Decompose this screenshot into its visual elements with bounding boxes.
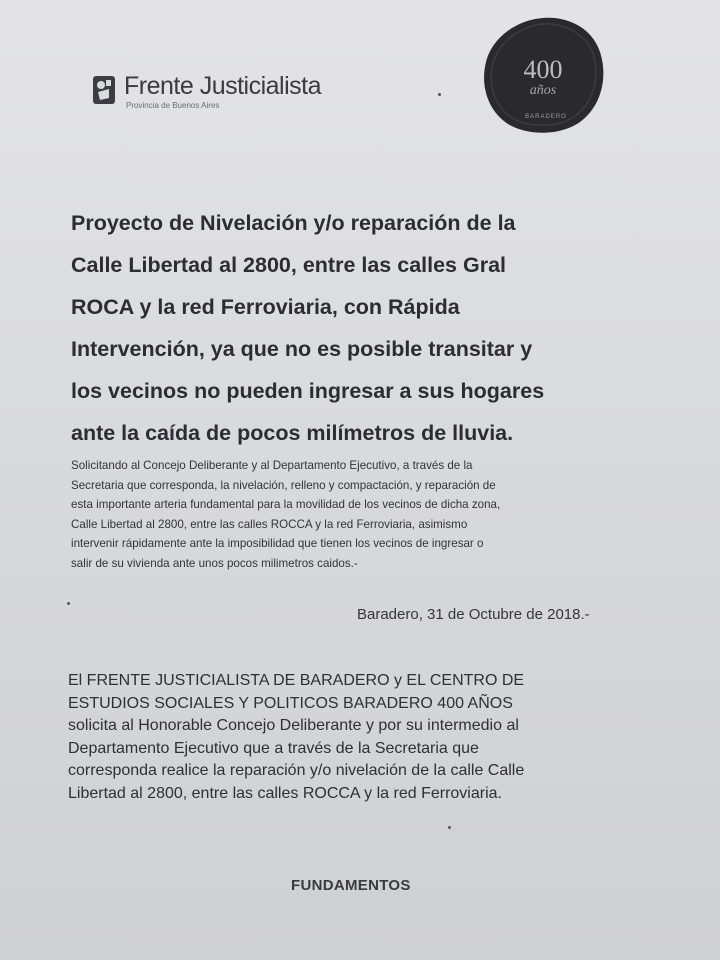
body-line: Libertad al 2800, entre las calles ROCCA y la red Ferroviaria.: [68, 784, 502, 802]
ink-speck: [448, 826, 451, 829]
body-line: solicita al Honorable Concejo Deliberante y por su intermedio al: [68, 717, 519, 735]
frente-justicialista-logo-icon: [92, 74, 116, 106]
title-line: ROCA y la red Ferroviaria, con Rápida: [71, 295, 460, 319]
seal-number: 400: [523, 55, 563, 84]
intro-line: salir de su vivienda ante unos pocos milimetros caidos.-: [71, 556, 358, 570]
intro-line: intervenir rápidamente ante la imposibilidad que tienen los vecinos de ingresar o: [71, 537, 484, 551]
body-line: corresponda realice la reparación y/o nivelación de la calle Calle: [68, 762, 525, 780]
intro-line: Solicitando al Concejo Deliberante y al Departamento Ejecutivo, a través de la: [71, 459, 473, 472]
body-line: ESTUDIOS SOCIALES Y POLITICOS BARADERO 400 AÑOS: [68, 694, 513, 712]
title-line: Proyecto de Nivelación y/o reparación de la: [71, 211, 516, 235]
title-line: ante la caída de pocos milímetros de lluvia.: [71, 421, 514, 445]
project-title: [71, 202, 671, 454]
intro-line: Calle Libertad al 2800, entre las calles ROCCA y la red Ferroviaria, asimismo: [71, 517, 468, 531]
title-line: Intervención, ya que no es posible transitar y: [71, 337, 533, 361]
body-line: El FRENTE JUSTICIALISTA DE BARADERO y EL CENTRO DE: [68, 672, 525, 689]
request-paragraph: [68, 670, 678, 806]
intro-line: esta importante arteria fundamental para la movilidad de los vecinos de dicha zona,: [71, 498, 501, 512]
seal-script: años: [529, 83, 557, 98]
title-line: Calle Libertad al 2800, entre las calles Gral: [71, 253, 507, 277]
date-line: Baradero, 31 de Octubre de 2018.-: [357, 606, 590, 623]
logo-subtitle: Provincia de Buenos Aires: [126, 101, 220, 110]
seal-ring-text: BARADERO: [525, 114, 567, 120]
title-line: los vecinos no pueden ingresar a sus hogares: [71, 379, 545, 403]
ink-speck: [67, 602, 70, 605]
intro-paragraph: [71, 456, 671, 574]
400-anos-seal-icon: [480, 14, 606, 136]
body-line: Departamento Ejecutivo que a través de la Secretaria que: [68, 739, 479, 757]
section-heading-fundamentos: FUNDAMENTOS: [291, 877, 411, 894]
intro-line: Secretaria que corresponda, la nivelación, relleno y compactación, y reparación de: [71, 478, 496, 492]
ink-speck: [438, 93, 441, 96]
logo-title: Frente Justicialista: [124, 72, 322, 100]
frente-justicialista-logo: [92, 70, 332, 112]
